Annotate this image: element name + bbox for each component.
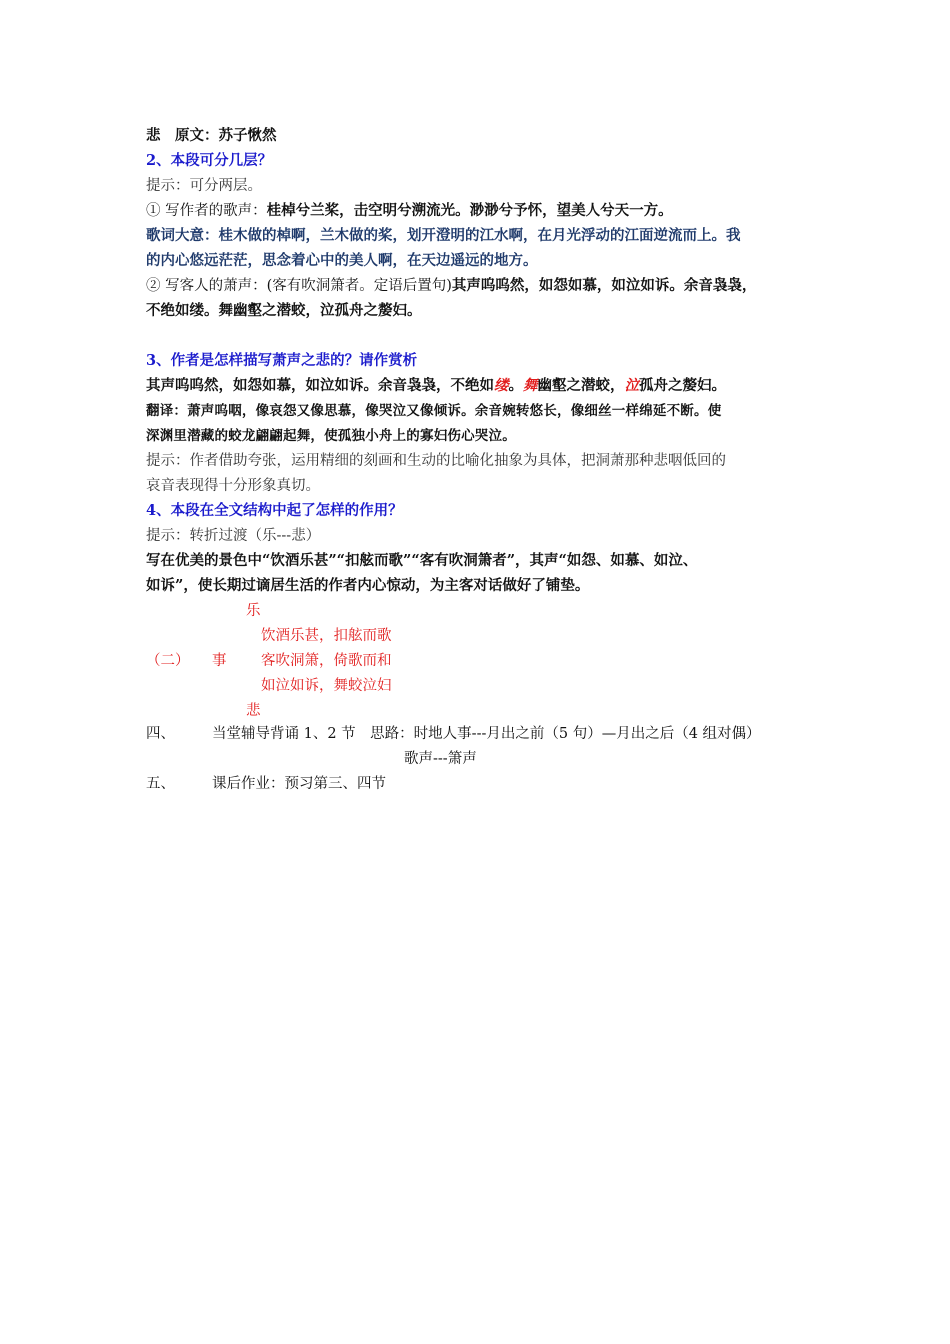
layer-1-label: ① 写作者的歌声： — [146, 203, 267, 219]
highlight-wu: 舞 — [523, 377, 538, 394]
diagram-row-3: 如泣如诉，舞蛟泣妇 — [261, 678, 392, 694]
diagram-le: 乐 — [246, 603, 261, 619]
hint-layers: 提示：可分两层。 — [146, 178, 262, 194]
question-2: 2、本段可分几层？ — [146, 152, 273, 169]
quote-part-c: 孤舟之嫠妇。 — [639, 377, 726, 394]
answer-4b: 如诉”，使长期过谪居生活的作者内心惊动，为主客对话做好了铺垫。 — [146, 577, 590, 594]
layer-1 — [146, 199, 673, 223]
lyric-meaning-1: 歌词大意：桂木做的棹啊，兰木做的桨，划开澄明的江水啊，在月光浮动的江面逆流而上。我 — [146, 227, 741, 244]
translation-2: 深渊里潜藏的蛟龙翩翩起舞，使孤独小舟上的寡妇伤心哭泣。 — [146, 428, 516, 444]
diagram-bei: 悲 — [246, 703, 261, 719]
layer-2-continued: 不绝如缕。舞幽壑之潜蛟，泣孤舟之嫠妇。 — [146, 302, 422, 319]
hint-4: 提示：转折过渡（乐---悲） — [146, 528, 321, 544]
highlight-lv: 缕 — [494, 377, 509, 394]
layer-2-label: ② 写客人的萧声：(客有吹洞箫者。定语后置句) — [146, 278, 452, 294]
section-5-number: 五、 — [146, 776, 175, 792]
quote-part-b: 幽壑之潜蛟， — [537, 377, 625, 394]
diagram-row-1: 饮酒乐甚，扣舷而歌 — [261, 628, 392, 644]
diagram-section-two: （二） — [146, 653, 190, 669]
section-4-text: 当堂辅导背诵 1、2 节 思路：时地人事---月出之前（5 句）—月出之后（4 组对偶） — [212, 726, 761, 742]
quote-part-a: 其声呜呜然，如怨如慕，如泣如诉。余音袅袅，不绝如 — [146, 377, 494, 394]
section-5-text: 课后作业：预习第三、四节 — [212, 776, 386, 792]
layer-1-lyric: 桂棹兮兰桨，击空明兮溯流光。渺渺兮予怀，望美人兮天一方。 — [266, 202, 673, 219]
translation-1: 翻译：萧声呜咽，像哀怨又像思慕，像哭泣又像倾诉。余音婉转悠长，像细丝一样绵延不断。使 — [146, 403, 722, 419]
quote-separator: 。 — [508, 377, 523, 394]
section-4-number: 四、 — [146, 726, 175, 742]
highlight-qi: 泣 — [624, 377, 639, 394]
hint-3a: 提示：作者借助夸张，运用精细的刻画和生动的比喻化抽象为具体，把洞萧那种悲咽低回的 — [146, 453, 726, 469]
answer-4a: 写在优美的景色中“饮酒乐甚”“扣舷而歌”“客有吹洞箫者”，其声“如怨、如慕、如泣、 — [146, 552, 698, 569]
layer-2-text: 其声呜呜然，如怨如慕，如泣如诉。余音袅袅， — [451, 277, 757, 294]
section-heading-bei: 悲 原文：苏子愀然 — [146, 127, 277, 144]
diagram-shi: 事 — [212, 653, 227, 669]
section-4-subline: 歌声---箫声 — [404, 751, 477, 767]
layer-2 — [146, 274, 756, 298]
question-4: 4、本段在全文结构中起了怎样的作用？ — [146, 502, 403, 519]
diagram-row-2: 客吹洞箫，倚歌而和 — [261, 653, 392, 669]
question-3: 3、作者是怎样描写萧声之悲的？请作赏析 — [146, 352, 418, 369]
quote-line — [146, 374, 726, 398]
lyric-meaning-2: 的内心悠远茫茫，思念着心中的美人啊，在天边遥远的地方。 — [146, 252, 538, 269]
hint-3b: 哀音表现得十分形象真切。 — [146, 478, 320, 494]
